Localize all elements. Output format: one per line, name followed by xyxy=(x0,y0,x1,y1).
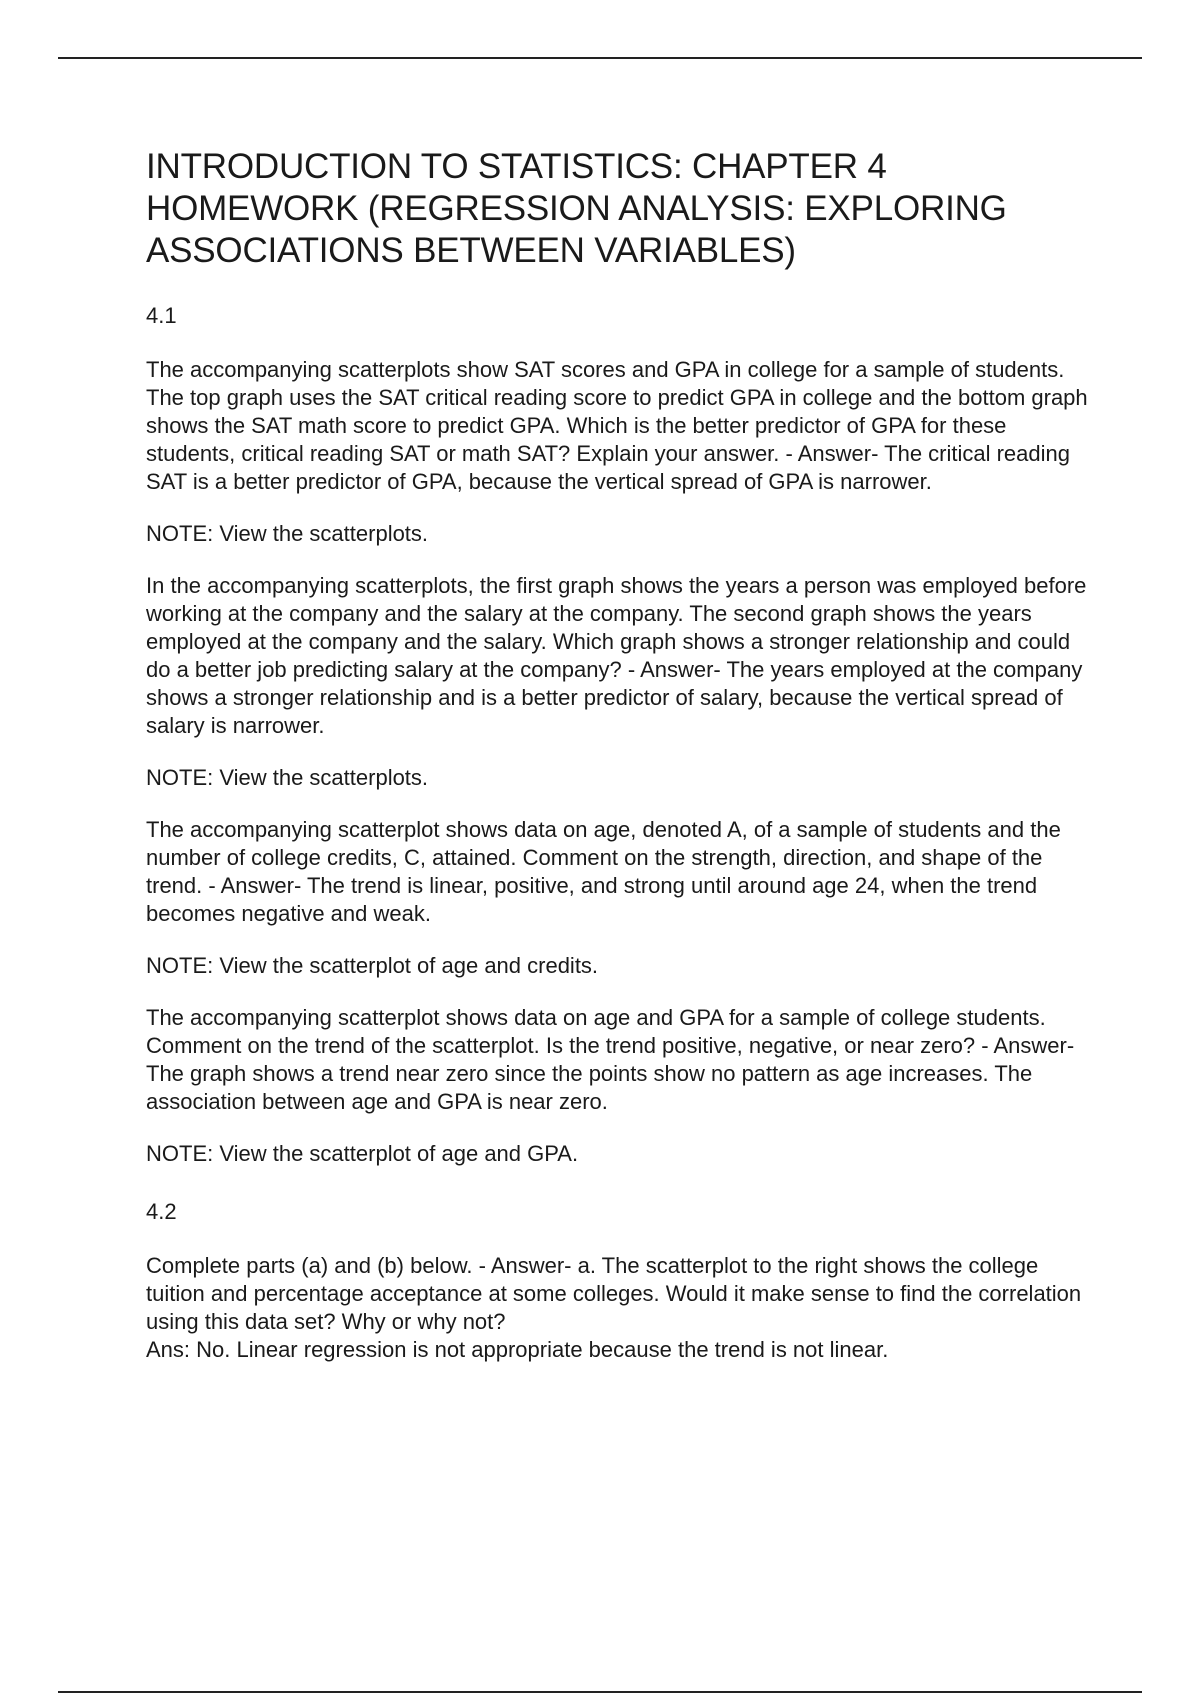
question-salary-years: In the accompanying scatterplots, the first graph shows the years a person was employed before working at the company and the salary at the company. The second graph shows the years employed at the company and the salary. Which graph shows a stronger relationship and could do a better job predicting salary at the company? - Answer- The years employed at the company shows a stronger relationship and is a better predictor of salary, because the vertical spread of salary is narrower. xyxy=(146,573,1087,738)
section-number-4-1: 4.1 xyxy=(146,303,177,328)
note-age-credits: NOTE: View the scatterplot of age and credits. xyxy=(146,953,599,978)
answer-tuition-acceptance: Ans: No. Linear regression is not appropriate because the trend is not linear. xyxy=(146,1337,889,1362)
document-title: INTRODUCTION TO STATISTICS: CHAPTER 4 HOMEWORK (REGRESSION ANALYSIS: EXPLORING ASSOCIATIONS BETWEEN VARIABLES) xyxy=(146,147,1007,270)
note-scatterplots-1: NOTE: View the scatterplots. xyxy=(146,521,429,546)
document-body xyxy=(146,146,1096,1364)
header-rule xyxy=(58,57,1142,59)
question-sat-gpa: The accompanying scatterplots show SAT scores and GPA in college for a sample of students. The top graph uses the SAT critical reading score to predict GPA in college and the bottom graph shows the SAT math score to predict GPA. Which is the better predictor of GPA for these students, critical reading SAT or math SAT? Explain your answer. - Answer- The critical reading SAT is a better predictor of GPA, because the vertical spread of GPA is narrower. xyxy=(146,357,1088,494)
section-number-4-2: 4.2 xyxy=(146,1199,177,1224)
footer-rule xyxy=(58,1691,1142,1693)
note-age-gpa: NOTE: View the scatterplot of age and GPA. xyxy=(146,1141,579,1166)
note-scatterplots-2: NOTE: View the scatterplots. xyxy=(146,765,429,790)
question-age-gpa: The accompanying scatterplot shows data on age and GPA for a sample of college students. Comment on the trend of the scatterplot. Is the trend positive, negative, or near zero? - Answer- The graph shows a trend near zero since the points show no pattern as age increases. The association between age and GPA is near zero. xyxy=(146,1005,1075,1114)
question-tuition-acceptance: Complete parts (a) and (b) below. - Answer- a. The scatterplot to the right shows the college tuition and percentage acceptance at some colleges. Would it make sense to find the correlation using this data set? Why or why not? xyxy=(146,1253,1082,1334)
question-age-credits: The accompanying scatterplot shows data on age, denoted A, of a sample of students and the number of college credits, C, attained. Comment on the strength, direction, and shape of the trend. - Answer- The trend is linear, positive, and strong until around age 24, when the trend becomes negative and weak. xyxy=(146,817,1061,926)
